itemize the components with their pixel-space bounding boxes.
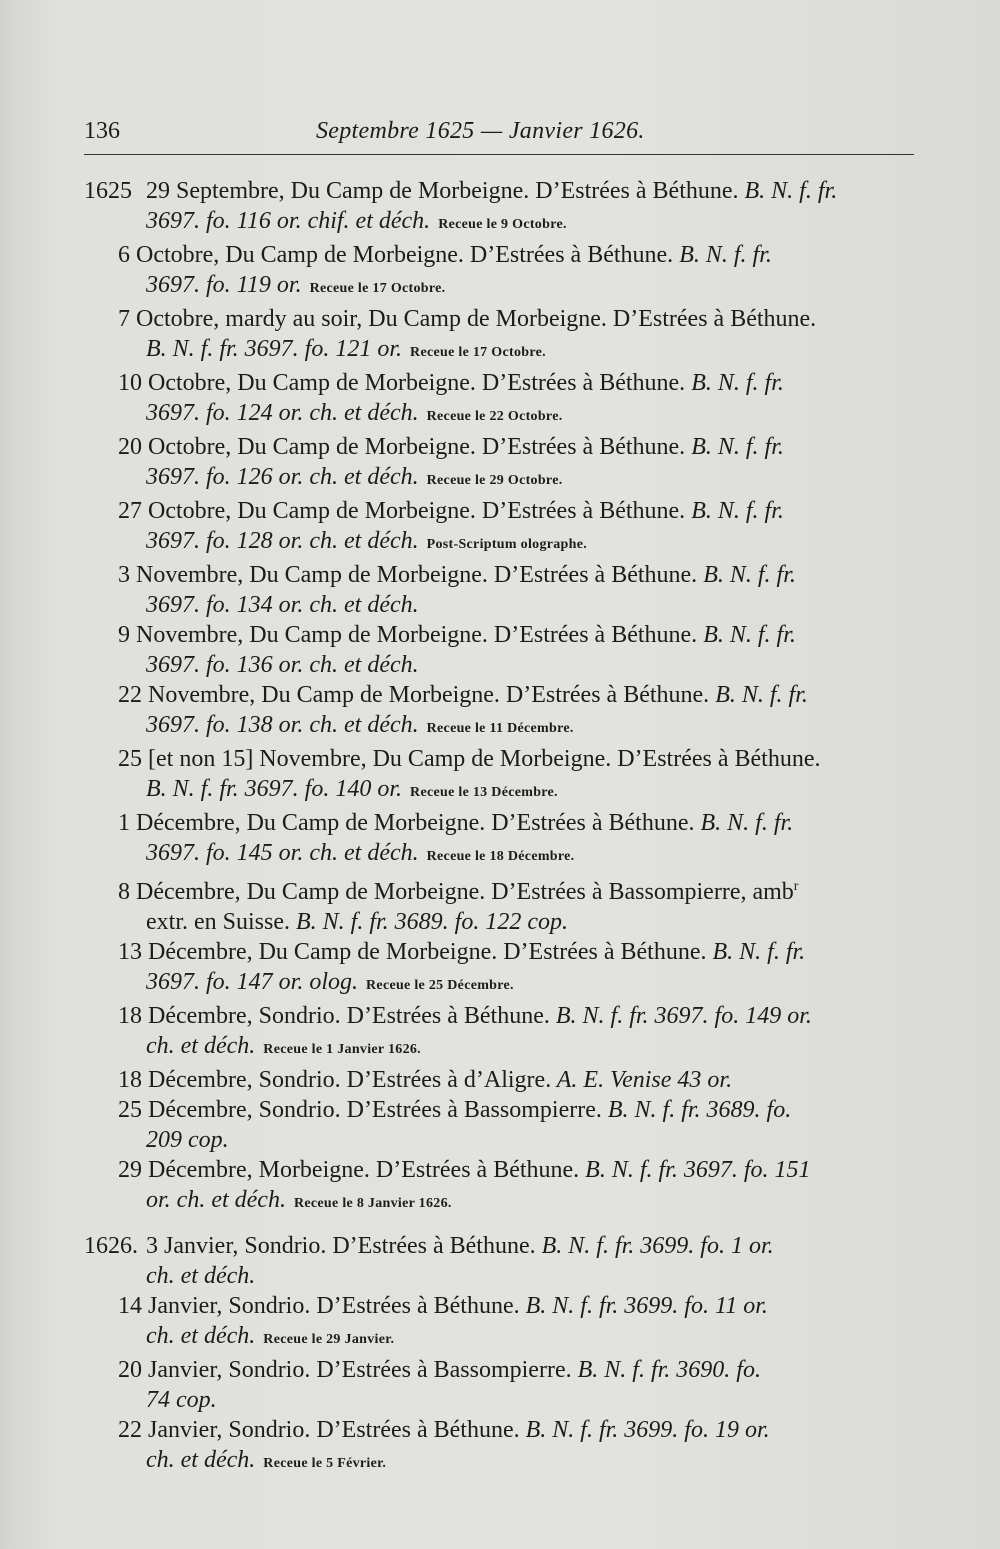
source-reference: 209 cop.: [146, 1127, 229, 1153]
list-item: [84, 496, 924, 560]
entry-line-1: [84, 560, 924, 590]
receipt-note: Receue le 13 Décembre.: [410, 785, 558, 800]
entry-line-1: [84, 176, 924, 206]
list-item: [84, 240, 924, 304]
list-item: [84, 1355, 924, 1415]
source-reference: 3697. fo. 147 or. olog.: [146, 969, 359, 995]
entry-text: 3 Novembre, Du Camp de Morbeigne. D’Estrées à Béthune.: [118, 562, 698, 588]
entry-line-2: [84, 270, 924, 304]
page-header: [84, 112, 914, 156]
entry-line-1: [84, 937, 924, 967]
source-reference: ch. et déch.: [146, 1323, 256, 1349]
entry-line-2: [84, 1385, 924, 1415]
source-reference: 3697. fo. 138 or. ch. et déch.: [146, 712, 419, 738]
list-item: [84, 1155, 924, 1219]
source-reference: ch. et déch.: [146, 1447, 256, 1473]
entry-text: 14 Janvier, Sondrio. D’Estrées à Béthune.: [118, 1293, 520, 1319]
receipt-note: Receue le 8 Janvier 1626.: [293, 1196, 452, 1211]
running-title: Septembre 1625 — Janvier 1626.: [316, 118, 645, 144]
entry-line-1: [84, 1231, 924, 1261]
entry-line-2: [84, 334, 924, 368]
receipt-note: Receue le 25 Décembre.: [366, 978, 514, 993]
entry-line-2: [84, 967, 924, 1001]
source-reference: ch. et déch.: [146, 1263, 256, 1289]
source-reference: B. N. f. fr. 3697. fo. 121 or.: [146, 336, 403, 362]
entry-line-1: [84, 496, 924, 526]
receipt-note: Receue le 18 Décembre.: [426, 849, 575, 864]
entry-text: 25 Décembre, Sondrio. D’Estrées à Bassompierre.: [118, 1097, 602, 1123]
entry-line-2: [84, 1125, 924, 1155]
receipt-note: Receue le 1 Janvier 1626.: [263, 1042, 421, 1057]
entry-line-2: [84, 1185, 924, 1219]
entry-line-2: [84, 774, 924, 808]
source-reference: 3697. fo. 126 or. ch. et déch.: [146, 464, 419, 490]
list-item: [84, 744, 924, 808]
entry-text: 22 Novembre, Du Camp de Morbeigne. D’Estrées à Béthune.: [118, 682, 710, 708]
receipt-note: Receue le 5 Février.: [263, 1456, 387, 1471]
entry-line-1: [84, 1095, 924, 1125]
entry-line-2: [84, 650, 924, 680]
entry-line-2: [84, 710, 924, 744]
list-item: [84, 368, 924, 432]
source-reference: B. N. f. fr. 3699. fo. 11 or.: [519, 1293, 768, 1319]
entry-line-1: [84, 808, 924, 838]
entry-line-1: [84, 368, 924, 398]
entry-line-2: [84, 1321, 924, 1355]
receipt-note: Receue le 9 Octobre.: [438, 217, 567, 232]
source-reference: B. N. f. fr. 3690. fo.: [571, 1357, 761, 1383]
entry-text: 18 Décembre, Sondrio. D’Estrées à Béthune.: [118, 1003, 550, 1029]
source-reference: B. N. f. fr.: [706, 939, 806, 965]
list-item: [84, 1001, 924, 1065]
entry-text: 29 Décembre, Morbeigne. D’Estrées à Béthune.: [118, 1157, 580, 1183]
source-reference: B. N. f. fr.: [738, 178, 838, 204]
entry-text: 7 Octobre, mardy au soir, Du Camp de Morbeigne. D’Estrées à Béthune.: [118, 306, 817, 332]
entry-line-2: [84, 398, 924, 432]
source-reference: 3697. fo. 119 or.: [146, 272, 302, 298]
list-item: [84, 1065, 924, 1095]
source-reference: B. N. f. fr.: [697, 622, 796, 648]
source-reference: B. N. f. fr.: [685, 498, 784, 524]
source-reference: B. N. f. fr. 3697. fo. 140 or.: [146, 776, 403, 802]
receipt-note: Receue le 29 Octobre.: [426, 473, 563, 488]
source-reference: 3697. fo. 124 or. ch. et déch.: [146, 400, 419, 426]
entry-line-1: [84, 1065, 924, 1095]
entry-text: 27 Octobre, Du Camp de Morbeigne. D’Estrées à Béthune.: [118, 498, 686, 524]
entry-line-2: [84, 838, 924, 872]
entry-line-1: [84, 1355, 924, 1385]
entry-line-2: [84, 526, 924, 560]
entry-line-2: [84, 462, 924, 496]
source-reference: B. N. f. fr.: [673, 242, 772, 268]
list-item: [84, 937, 924, 1001]
entry-line-1: [84, 872, 924, 907]
list-item: [84, 560, 924, 620]
entry-line-2: [84, 1031, 924, 1065]
receipt-note: Receue le 22 Octobre.: [426, 409, 563, 424]
receipt-note: Receue le 29 Janvier.: [263, 1332, 395, 1347]
source-reference: B. N. f. fr.: [685, 370, 784, 396]
receipt-note: Receue le 11 Décembre.: [426, 721, 574, 736]
list-item: [84, 1291, 924, 1355]
source-reference: B. N. f. fr. 3697. fo. 151: [579, 1157, 811, 1183]
entry-text: 20 Janvier, Sondrio. D’Estrées à Bassompierre.: [118, 1357, 572, 1383]
list-item: [84, 432, 924, 496]
entry-text: 3 Janvier, Sondrio. D’Estrées à Béthune.: [146, 1233, 536, 1259]
entry-line-2: [84, 1445, 924, 1479]
entry-line-1: [84, 744, 924, 774]
list-item: [84, 1231, 924, 1291]
entry-text: 8 Décembre, Du Camp de Morbeigne. D’Estrées à Bassompierre, amb: [118, 879, 794, 905]
entry-year: 1626.: [84, 1233, 138, 1259]
source-reference: B. N. f. fr.: [694, 810, 794, 836]
entry-line-2: [84, 1261, 924, 1291]
list-item: [84, 680, 924, 744]
entry-text: 18 Décembre, Sondrio. D’Estrées à d’Aligre.: [118, 1067, 552, 1093]
list-item: [84, 176, 924, 240]
entry-text: 6 Octobre, Du Camp de Morbeigne. D’Estrées à Béthune.: [118, 242, 674, 268]
list-item: [84, 304, 924, 368]
source-reference: B. N. f. fr. 3689. fo.: [601, 1097, 792, 1123]
entry-line-1: [84, 1155, 924, 1185]
list-item: [84, 1415, 924, 1479]
source-reference: B. N. f. fr. 3697. fo. 149 or.: [549, 1003, 812, 1029]
source-reference: ch. et déch.: [146, 1033, 256, 1059]
entry-line-1: [84, 680, 924, 710]
entry-line-2: [84, 206, 924, 240]
entry-text: 13 Décembre, Du Camp de Morbeigne. D’Estrées à Béthune.: [118, 939, 707, 965]
list-item: [84, 808, 924, 872]
entry-text: 10 Octobre, Du Camp de Morbeigne. D’Estrées à Béthune.: [118, 370, 686, 396]
entry-text: 25 [et non 15] Novembre, Du Camp de Morbeigne. D’Estrées à Béthune.: [118, 746, 821, 772]
list-item: [84, 1095, 924, 1155]
superscript: r: [793, 879, 799, 894]
receipt-note: Receue le 17 Octobre.: [309, 281, 446, 296]
entry-line-1: [84, 304, 924, 334]
entry-text: extr. en Suisse.: [146, 909, 296, 935]
source-reference: 3697. fo. 128 or. ch. et déch.: [146, 528, 419, 554]
source-reference: B. N. f. fr.: [685, 434, 784, 460]
list-item: [84, 872, 924, 937]
entry-line-1: [84, 1291, 924, 1321]
source-reference: 3697. fo. 136 or. ch. et déch.: [146, 652, 419, 678]
receipt-note: Post-Scriptum olographe.: [426, 537, 588, 552]
source-reference: 3697. fo. 116 or. chif. et déch.: [146, 208, 431, 234]
entry-list: [84, 176, 924, 1479]
entry-line-2: [84, 907, 924, 937]
page-number: 136: [84, 118, 120, 144]
list-item: [84, 620, 924, 680]
header-rule: [84, 154, 914, 155]
entry-text: 22 Janvier, Sondrio. D’Estrées à Béthune.: [118, 1417, 520, 1443]
entry-line-1: [84, 620, 924, 650]
entry-year: 1625: [84, 178, 132, 204]
source-reference: 74 cop.: [146, 1387, 217, 1413]
source-reference: A. E. Venise 43 or.: [551, 1067, 733, 1093]
entry-line-1: [84, 1001, 924, 1031]
entry-line-1: [84, 240, 924, 270]
entry-text: 1 Décembre, Du Camp de Morbeigne. D’Estrées à Béthune.: [118, 810, 695, 836]
entry-line-2: [84, 590, 924, 620]
source-reference: B. N. f. fr.: [697, 562, 796, 588]
entry-line-1: [84, 432, 924, 462]
receipt-note: Receue le 17 Octobre.: [410, 345, 546, 360]
entry-text: 9 Novembre, Du Camp de Morbeigne. D’Estrées à Béthune.: [118, 622, 698, 648]
entry-text: 20 Octobre, Du Camp de Morbeigne. D’Estrées à Béthune.: [118, 434, 686, 460]
entry-line-1: [84, 1415, 924, 1445]
source-reference: B. N. f. fr. 3699. fo. 19 or.: [519, 1417, 770, 1443]
source-reference: B. N. f. fr.: [709, 682, 808, 708]
source-reference: B. N. f. fr. 3699. fo. 1 or.: [535, 1233, 774, 1259]
entry-text: 29 Septembre, Du Camp de Morbeigne. D’Estrées à Béthune.: [146, 178, 739, 204]
source-reference: B. N. f. fr. 3689. fo. 122 cop.: [296, 909, 569, 935]
source-reference: or. ch. et déch.: [146, 1187, 286, 1213]
source-reference: 3697. fo. 134 or. ch. et déch.: [146, 592, 419, 618]
source-reference: 3697. fo. 145 or. ch. et déch.: [146, 840, 419, 866]
